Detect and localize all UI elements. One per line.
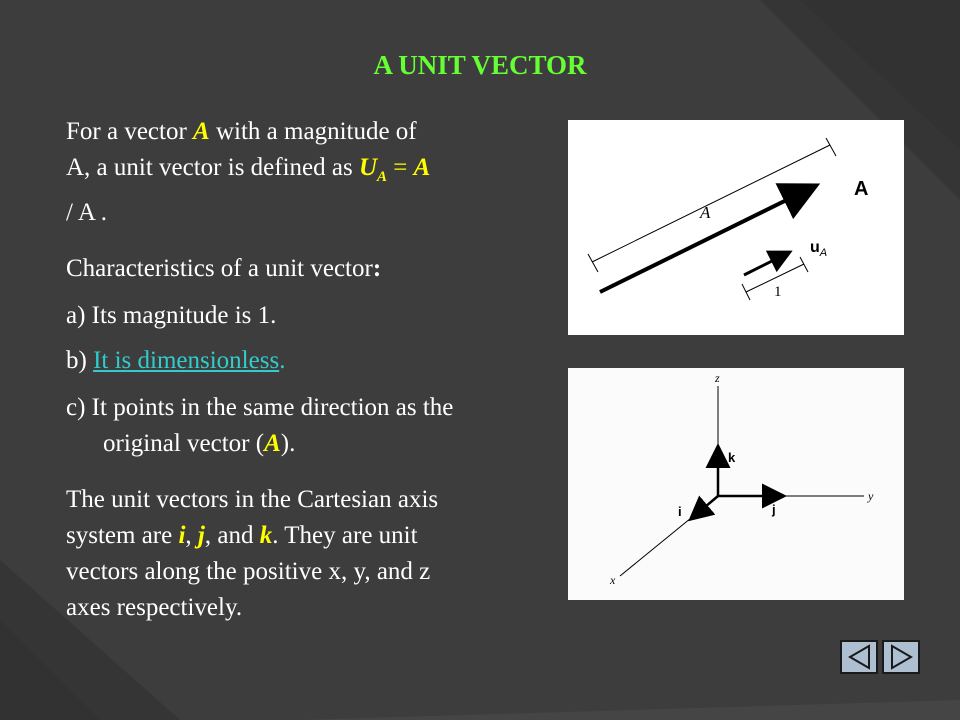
figure-label-big-a: A xyxy=(854,178,869,200)
definition-paragraph xyxy=(66,114,556,231)
unit-vector-arrow xyxy=(744,252,790,275)
unit-vector-diagram xyxy=(568,120,904,335)
characteristic-c: c) It points in the same direction as the original vector (A). xyxy=(66,394,454,457)
definition-line-1: For a vector A with a magnitude of xyxy=(66,118,417,145)
next-slide-button[interactable] xyxy=(882,640,920,674)
cartesian-paragraph: The unit vectors in the Cartesian axis system are i, j, and k. They are unit vectors along the positive x, y, and z axes respectively. xyxy=(66,486,439,621)
axis-label-x: x xyxy=(610,573,616,587)
vector-a: A xyxy=(193,118,210,145)
definition-line-2: A, a unit vector is defined as $U_A = A$ xyxy=(66,154,431,185)
characteristic-b: b) It is dimensionless. xyxy=(66,347,286,374)
definition-line-3: / A . xyxy=(66,199,107,226)
characteristics-heading: Characteristics of a unit vector: xyxy=(66,255,382,282)
dimensionless-link[interactable]: It is dimensionless xyxy=(93,347,280,374)
i-vector xyxy=(692,496,718,518)
left-triangle-icon xyxy=(842,642,876,672)
vector-label-k: k xyxy=(728,450,736,465)
axis-label-z: z xyxy=(715,371,720,385)
cartesian-axes-diagram xyxy=(568,368,904,600)
unit-vector-figure xyxy=(568,120,904,335)
slide-navigation xyxy=(840,640,922,674)
dimension-line-a xyxy=(592,145,830,262)
axis-label-y: y xyxy=(868,489,874,503)
vector-label-j: j xyxy=(772,502,776,517)
vector-label-i: i xyxy=(678,504,682,519)
figure-label-italic-a: A xyxy=(700,203,711,222)
figure-label-ua: $u_A$ xyxy=(810,239,828,259)
unit-vector-symbol: $U_A$ xyxy=(358,154,388,185)
characteristic-a: a) Its magnitude is 1. xyxy=(66,302,277,329)
right-triangle-icon xyxy=(884,642,918,672)
figure-label-one: 1 xyxy=(774,284,782,300)
previous-slide-button[interactable] xyxy=(840,640,878,674)
cartesian-axes-figure xyxy=(568,368,904,600)
slide-title: A UNIT VECTOR xyxy=(373,50,587,80)
